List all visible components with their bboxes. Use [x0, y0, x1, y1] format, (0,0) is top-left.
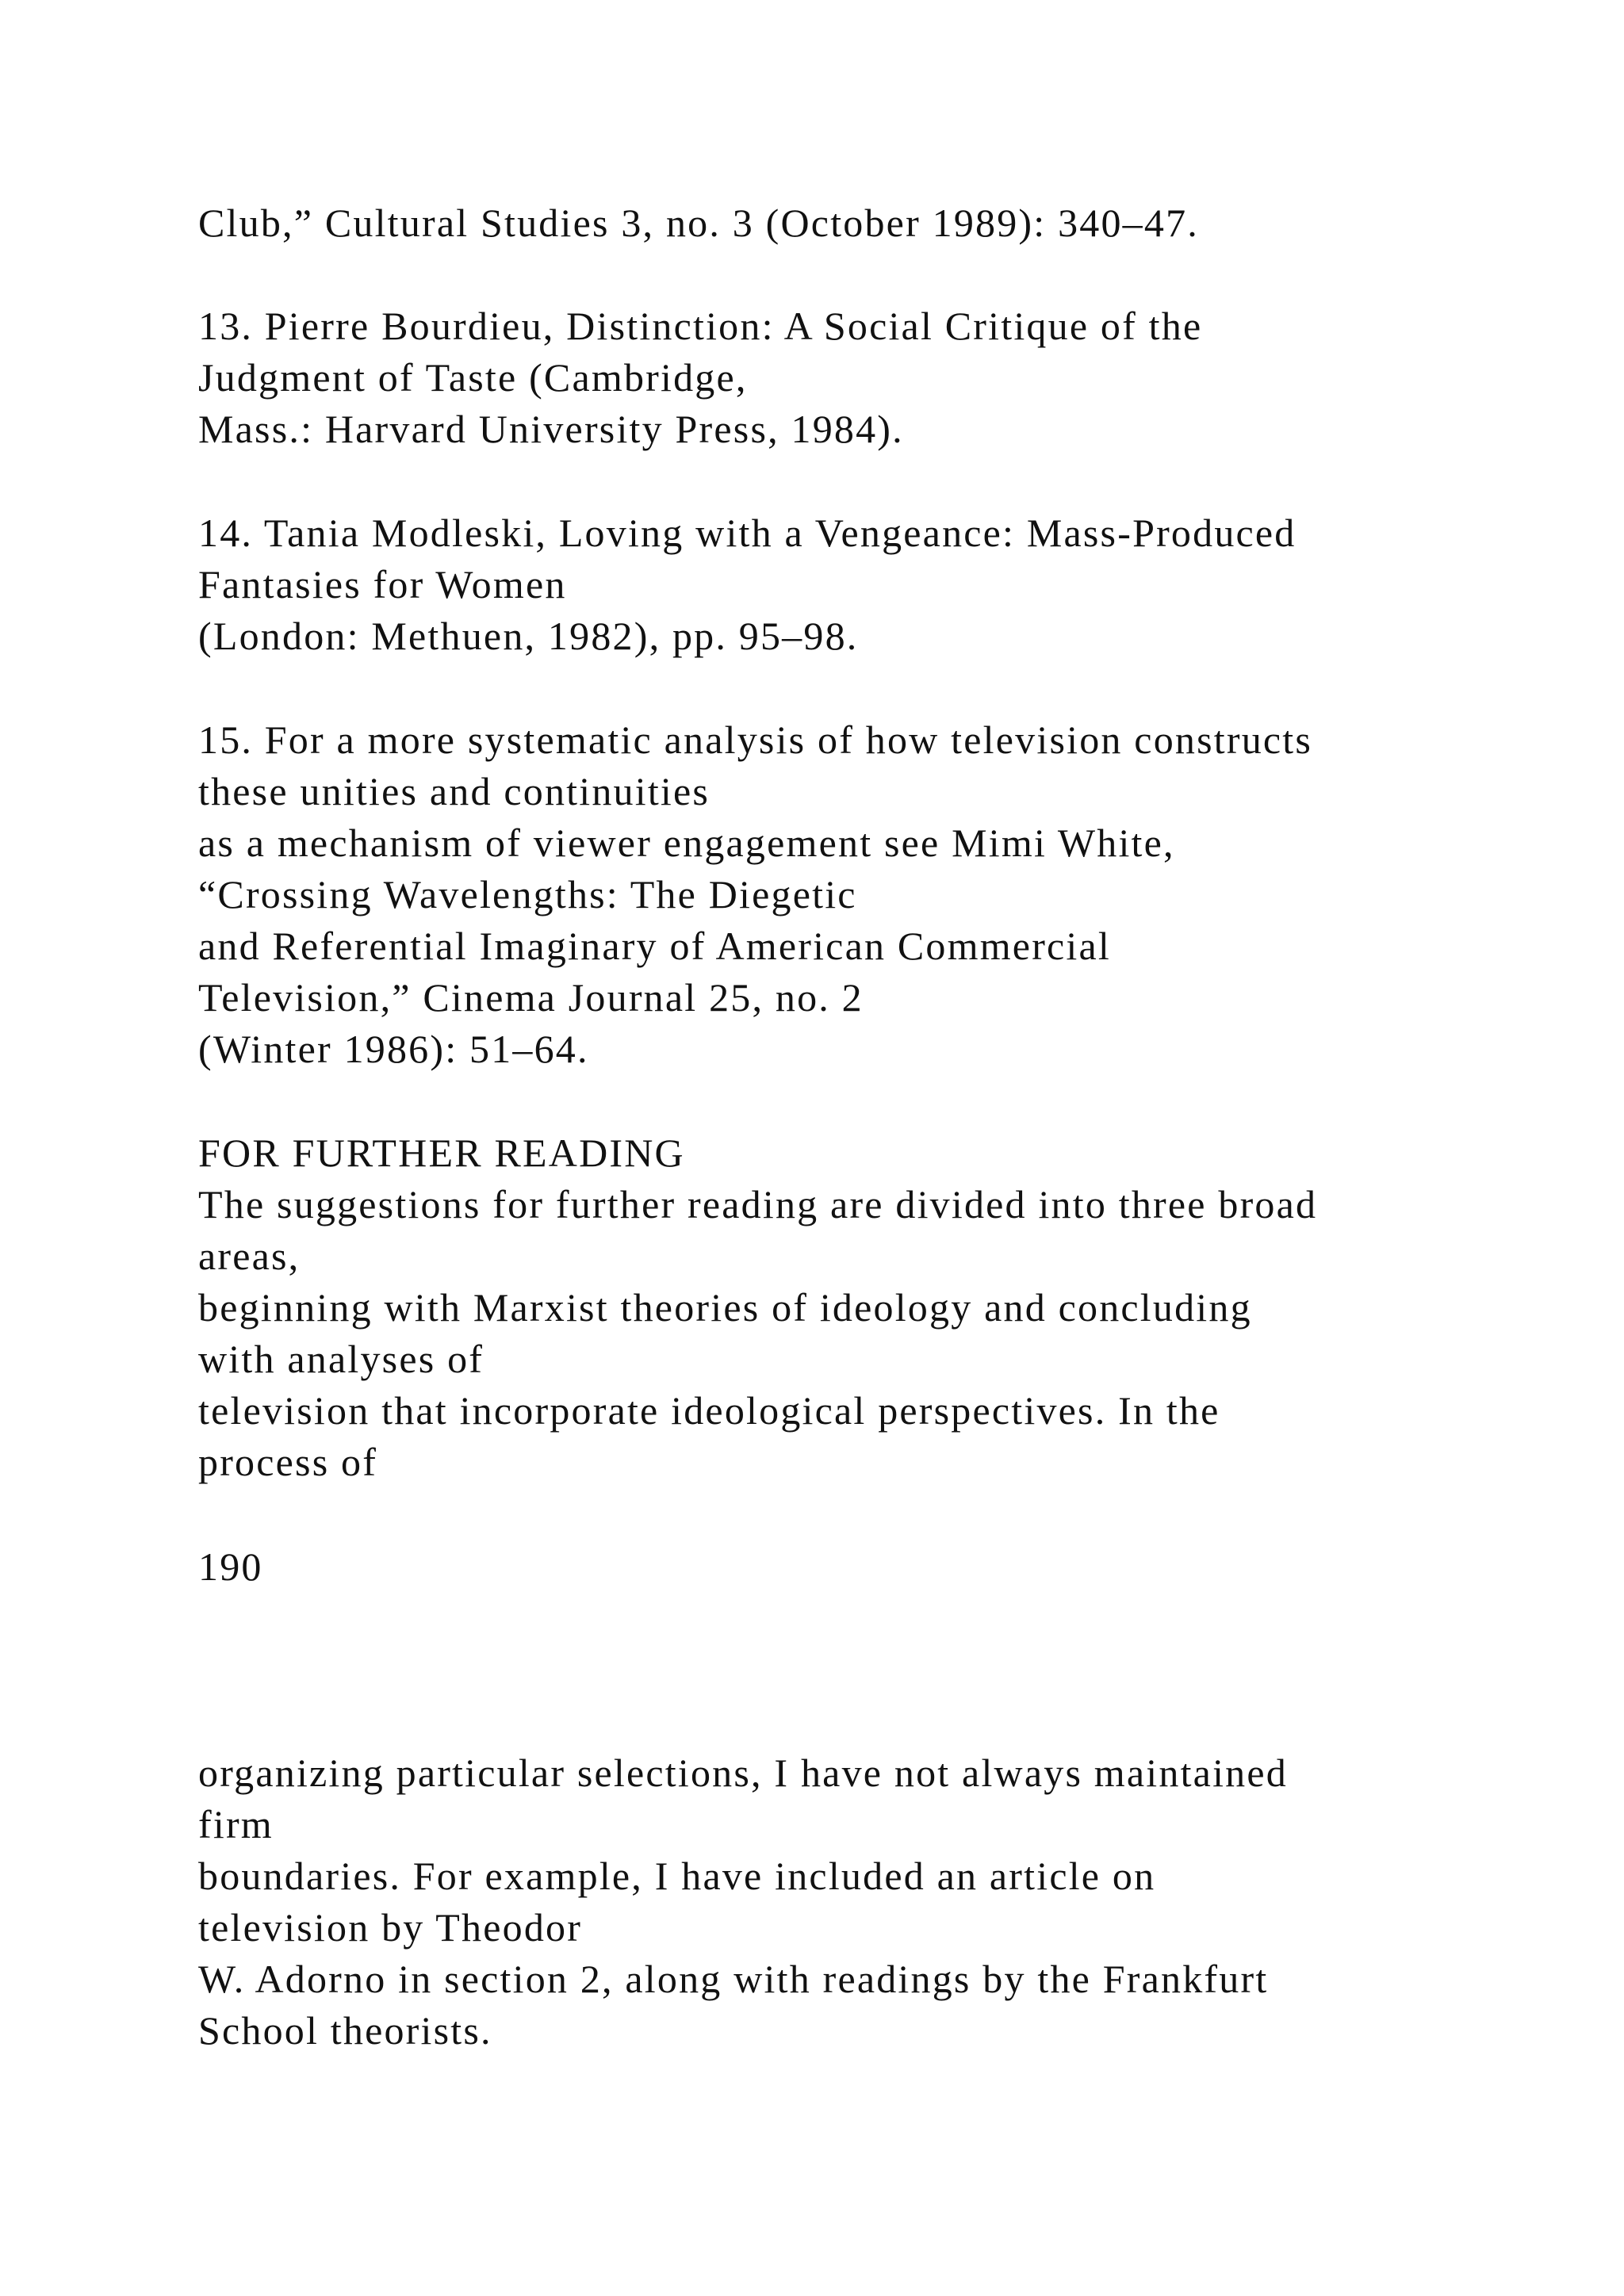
note-15-line-5: and Referential Imaginary of American Commercial [198, 924, 1112, 968]
further-reading-line-2: areas, [198, 1234, 301, 1278]
note-13-line-3: Mass.: Harvard University Press, 1984). [198, 407, 904, 451]
further-reading-line-1: The suggestions for further reading are divided into three broad [198, 1182, 1318, 1226]
note-12-tail: Club,” Cultural Studies 3, no. 3 (October 1989): 340–47. [198, 201, 1199, 245]
further-reading-line-3: beginning with Marxist theories of ideology and concluding [198, 1285, 1252, 1330]
continuation-line-6: School theorists. [198, 2008, 492, 2053]
note-13-line-1: 13. Pierre Bourdieu, Distinction: A Social Critique of the [198, 304, 1203, 348]
further-reading-line-6: process of [198, 1440, 378, 1484]
continuation-line-4: television by Theodor [198, 1905, 583, 1950]
note-15-line-2: these unities and continuities [198, 769, 710, 813]
note-14-line-2: Fantasies for Women [198, 562, 567, 607]
note-15-line-3: as a mechanism of viewer engagement see Mimi White, [198, 821, 1175, 865]
further-reading-line-5: television that incorporate ideological perspectives. In the [198, 1388, 1220, 1433]
note-15-line-7: (Winter 1986): 51–64. [198, 1027, 589, 1071]
continuation-line-2: firm [198, 1802, 274, 1846]
note-15-line-4: “Crossing Wavelengths: The Diegetic [198, 872, 857, 916]
note-14-line-1: 14. Tania Modleski, Loving with a Vengeance: Mass-Produced [198, 511, 1297, 555]
page-number: 190 [198, 1544, 263, 1589]
note-13-line-2: Judgment of Taste (Cambridge, [198, 355, 748, 400]
note-15-line-6: Television,” Cinema Journal 25, no. 2 [198, 975, 864, 1020]
note-15-line-1: 15. For a more systematic analysis of how television constructs [198, 718, 1313, 762]
further-reading-heading: FOR FURTHER READING [198, 1131, 685, 1175]
continuation-line-3: boundaries. For example, I have included an article on [198, 1854, 1156, 1898]
further-reading-line-4: with analyses of [198, 1337, 485, 1381]
note-14-line-3: (London: Methuen, 1982), pp. 95–98. [198, 614, 859, 658]
continuation-line-1: organizing particular selections, I have not always maintained [198, 1751, 1288, 1795]
continuation-line-5: W. Adorno in section 2, along with readings by the Frankfurt [198, 1957, 1269, 2001]
